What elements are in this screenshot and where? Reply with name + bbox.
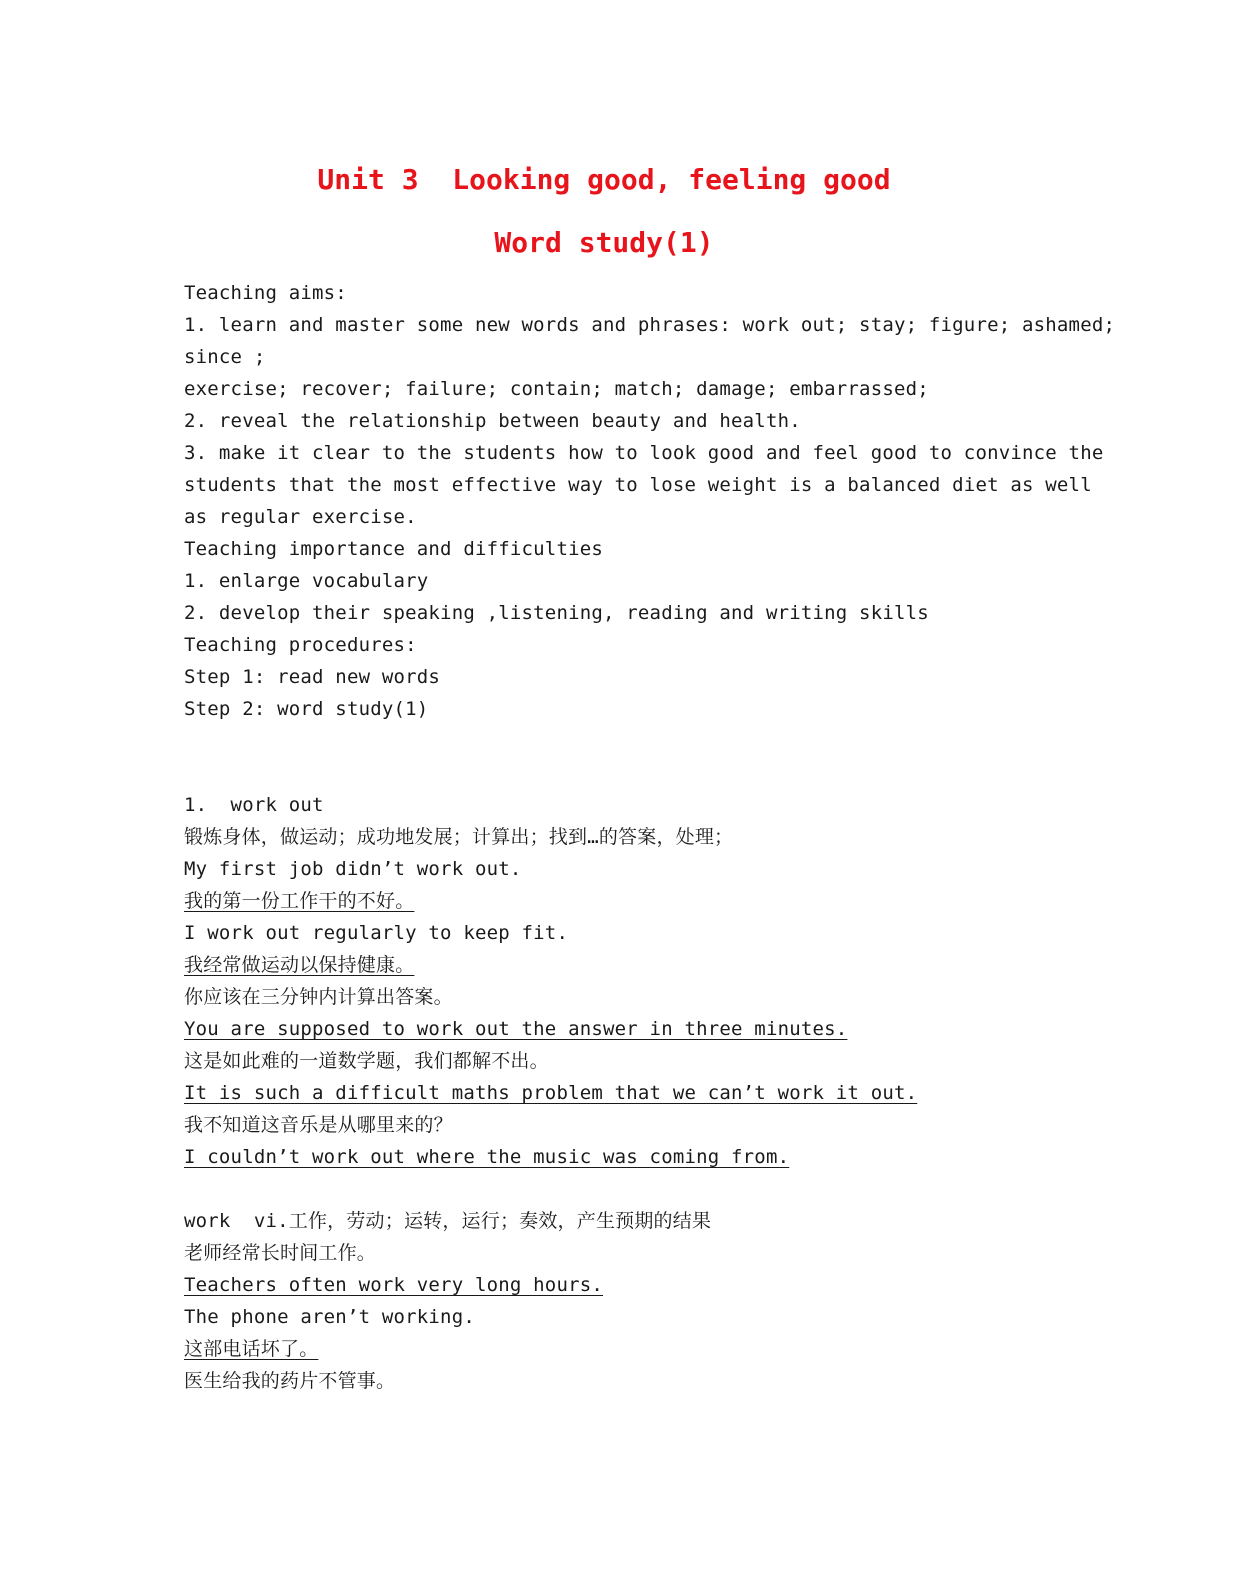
answer-line: It is such a difficult maths problem that we can’t work it out. bbox=[184, 1082, 918, 1104]
text-line: Teaching procedures: bbox=[184, 634, 417, 656]
text-line: as regular exercise. bbox=[184, 506, 417, 528]
text-line: 这是如此难的一道数学题，我们都解不出。 bbox=[184, 1050, 549, 1072]
text-line: 医生给我的药片不管事。 bbox=[184, 1370, 396, 1392]
answer-line: 这部电话坏了。 bbox=[184, 1338, 319, 1360]
text-line: Teaching aims: bbox=[184, 282, 347, 304]
text-line: 3. make it clear to the students how to look good and feel good to convince the bbox=[184, 442, 1104, 464]
spacer bbox=[184, 1173, 1064, 1205]
text-line: exercise; recover; failure; contain; match; damage; embarrassed; bbox=[184, 378, 929, 400]
text-line: 1. learn and master some new words and phrases: work out; stay; figure; ashamed; bbox=[184, 314, 1116, 336]
text-line: 2. develop their speaking ,listening, reading and writing skills bbox=[184, 602, 929, 624]
text-line: 锻炼身体，做运动；成功地发展；计算出；找到…的答案，处理； bbox=[184, 826, 734, 848]
spacer bbox=[184, 757, 1064, 789]
answer-line: Teachers often work very long hours. bbox=[184, 1274, 604, 1296]
work-definition-section bbox=[184, 1205, 1064, 1397]
text-line: 1. work out bbox=[184, 794, 324, 816]
text-line: Step 2: word study(1) bbox=[184, 698, 429, 720]
text-line: 你应该在三分钟内计算出答案。 bbox=[184, 986, 453, 1008]
text-line: since ; bbox=[184, 346, 266, 368]
text-line: 2. reveal the relationship between beauty and health. bbox=[184, 410, 801, 432]
text-line: 我不知道这音乐是从哪里来的？ bbox=[184, 1114, 453, 1136]
text-line: My first job didn’t work out. bbox=[184, 858, 522, 880]
text-line: The phone aren’t working. bbox=[184, 1306, 475, 1328]
text-line: Teaching importance and difficulties bbox=[184, 538, 604, 560]
text-line: 老师经常长时间工作。 bbox=[184, 1242, 377, 1264]
document-subtitle: Word study(1) bbox=[494, 226, 714, 259]
document-page bbox=[184, 160, 1116, 1397]
spacer bbox=[184, 725, 1064, 757]
answer-line: 我的第一份工作干的不好。 bbox=[184, 890, 415, 912]
text-line: Step 1: read new words bbox=[184, 666, 441, 688]
text-line: work vi.工作，劳动；运转，运行；奏效，产生预期的结果 bbox=[184, 1210, 712, 1232]
work-out-section bbox=[184, 789, 1064, 1173]
text-line: 1. enlarge vocabulary bbox=[184, 570, 429, 592]
document-title: Unit 3 Looking good, feeling good bbox=[317, 163, 891, 196]
text-line: students that the most effective way to lose weight is a balanced diet as well bbox=[184, 474, 1092, 496]
answer-line: 我经常做运动以保持健康。 bbox=[184, 954, 415, 976]
answer-line: I couldn’t work out where the music was coming from. bbox=[184, 1146, 790, 1168]
answer-line: You are supposed to work out the answer in three minutes. bbox=[184, 1018, 848, 1040]
teaching-aims-section bbox=[184, 277, 1116, 725]
text-line: I work out regularly to keep fit. bbox=[184, 922, 569, 944]
